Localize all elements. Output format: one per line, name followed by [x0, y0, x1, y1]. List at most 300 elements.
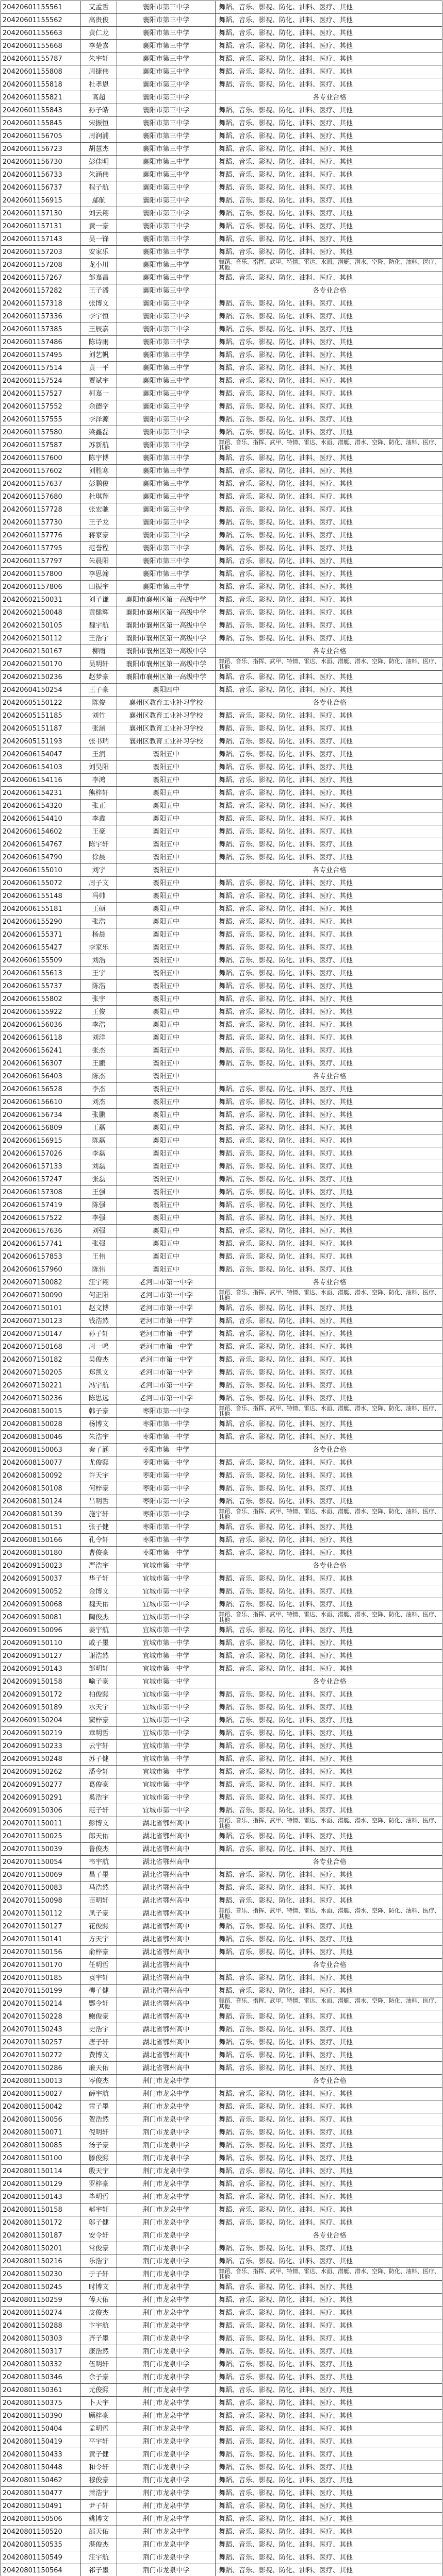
- candidate-name-cell: 雷子墨: [81, 2100, 117, 2113]
- school-cell: 襄阳五中: [117, 1263, 216, 1276]
- candidate-id-cell: 20420606154602: [1, 825, 81, 838]
- qualified-specialties-cell: 舞蹈、音乐、影视、防化、油料、医疗、其他: [216, 1753, 442, 1766]
- qualified-specialties-cell: 舞蹈、音乐、影视、防化、油料、医疗、其他: [216, 53, 442, 65]
- table-row: [1, 2255, 442, 2268]
- candidate-name-cell: 姜宇航: [81, 1624, 117, 1637]
- candidate-name-cell: 严浩宇: [81, 1560, 117, 1572]
- school-cell: 襄阳市第三中学: [117, 555, 216, 568]
- table-row: [1, 1444, 442, 1456]
- table-row: [1, 1959, 442, 1972]
- candidate-id-cell: 20420801150491: [1, 2500, 81, 2513]
- qualified-specialties-cell: 舞蹈、音乐、影视、防化、油料、医疗、其他: [216, 877, 442, 890]
- table-row: [1, 1933, 442, 1946]
- candidate-id-cell: 20420609150096: [1, 1624, 81, 1637]
- table-row: [1, 1675, 442, 1688]
- table-row: [1, 2242, 442, 2255]
- qualified-specialties-cell: 舞蹈、音乐、影视、防化、油料、医疗、其他: [216, 1379, 442, 1392]
- candidate-name-cell: 孙子皓: [81, 104, 117, 117]
- table-row: [1, 2345, 442, 2358]
- candidate-id-cell: 20420801150114: [1, 2165, 81, 2178]
- school-cell: 襄阳五中: [117, 748, 216, 761]
- candidate-name-cell: 陈伟: [81, 1263, 117, 1276]
- candidate-name-cell: 戚子墨: [81, 1637, 117, 1650]
- table-row: [1, 1598, 442, 1611]
- qualified-specialties-cell: 舞蹈、音乐、影视、防化、油料、医疗、其他: [216, 1134, 442, 1147]
- table-row: [1, 1946, 442, 1959]
- qualified-specialties-cell: 舞蹈、音乐、影视、防化、油料、医疗、其他: [216, 1869, 442, 1882]
- table-row: [1, 2448, 442, 2461]
- table-row: [1, 1920, 442, 1933]
- candidate-id-cell: 20420608150063: [1, 1444, 81, 1456]
- table-row: [1, 426, 442, 439]
- candidate-name-cell: 韩子豪: [81, 1405, 117, 1418]
- table-row: [1, 2435, 442, 2448]
- table-row: [1, 1353, 442, 1366]
- qualified-specialties-cell: 各专业合格: [216, 1560, 442, 1572]
- candidate-id-cell: 20420801150462: [1, 2474, 81, 2487]
- candidate-id-cell: 20420601157385: [1, 323, 81, 336]
- candidate-name-cell: 杜孝恩: [81, 78, 117, 91]
- qualified-specialties-cell: 舞蹈、音乐、影视、防化、油料、医疗、其他: [216, 400, 442, 413]
- school-cell: 枣阳市第一中学: [117, 1521, 216, 1534]
- school-cell: 襄阳五中: [117, 838, 216, 851]
- table-row: [1, 1418, 442, 1431]
- school-cell: 襄阳市襄州区第一高级中学: [117, 645, 216, 658]
- qualified-specialties-cell: 舞蹈、音乐、影视、防化、油料、医疗、其他: [216, 1, 442, 14]
- qualified-specialties-cell: 舞蹈、音乐、影视、防化、油料、医疗、其他: [216, 2139, 442, 2152]
- candidate-name-cell: 倪明轩: [81, 2126, 117, 2139]
- candidate-id-cell: 20420701150039: [1, 1843, 81, 1856]
- school-cell: 襄阳市第三中学: [117, 400, 216, 413]
- qualified-specialties-cell: 舞蹈、音乐、影视、防化、油料、医疗、其他: [216, 2474, 442, 2487]
- qualified-specialties-cell: 舞蹈、音乐、指挥、武甲、特情、雷达、水面、潜艇、潜水、空降、防化、油料、医疗、其他: [216, 1405, 442, 1418]
- school-cell: 枣阳市第一中学: [117, 1431, 216, 1444]
- school-cell: 老河口市第一中学: [117, 1315, 216, 1328]
- candidate-name-cell: 柳子健: [81, 1985, 117, 1997]
- candidate-name-cell: 李思翰: [81, 568, 117, 581]
- qualified-specialties-cell: 舞蹈、音乐、影视、防化、油料、医疗、其他: [216, 2204, 442, 2216]
- candidate-id-cell: 20420602150048: [1, 606, 81, 619]
- candidate-id-cell: 20420601155843: [1, 104, 81, 117]
- qualified-specialties-cell: 舞蹈、音乐、影视、防化、油料、医疗、其他: [216, 916, 442, 928]
- candidate-name-cell: 田振宇: [81, 581, 117, 594]
- school-cell: 襄阳市第三中学: [117, 259, 216, 272]
- candidate-id-cell: 20420701150214: [1, 1997, 81, 2010]
- candidate-id-cell: 20420701150185: [1, 1972, 81, 1985]
- school-cell: 荆门市龙泉中学: [117, 2474, 216, 2487]
- candidate-name-cell: 康浩然: [81, 2345, 117, 2358]
- qualified-specialties-cell: 舞蹈、音乐、影视、防化、油料、医疗、其他: [216, 671, 442, 684]
- qualified-specialties-cell: 舞蹈、音乐、影视、防化、油料、医疗、其他: [216, 2126, 442, 2139]
- qualified-specialties-cell: 舞蹈、音乐、影视、防化、油料、医疗、其他: [216, 1044, 442, 1057]
- qualified-specialties-cell: 舞蹈、音乐、影视、防化、油料、医疗、其他: [216, 375, 442, 387]
- school-cell: 宜城市第一中学: [117, 1650, 216, 1663]
- candidate-name-cell: 尤俊熙: [81, 1456, 117, 1469]
- school-cell: 襄阳市第三中学: [117, 168, 216, 181]
- school-cell: 荆门市龙泉中学: [117, 2358, 216, 2371]
- candidate-name-cell: 黄仁龙: [81, 27, 117, 40]
- school-cell: 襄阳五中: [117, 967, 216, 980]
- school-cell: 襄阳市第三中学: [117, 362, 216, 375]
- table-row: [1, 1315, 442, 1328]
- candidate-id-cell: 20420607150101: [1, 1302, 81, 1315]
- candidate-id-cell: 20420701150127: [1, 1920, 81, 1933]
- school-cell: 襄阳市第三中学: [117, 581, 216, 594]
- table-row: [1, 1212, 442, 1225]
- table-row: [1, 2474, 442, 2487]
- school-cell: 襄阳市第三中学: [117, 91, 216, 104]
- table-row: [1, 1083, 442, 1096]
- table-row: [1, 1907, 442, 1920]
- candidate-id-cell: 20420608150124: [1, 1495, 81, 1508]
- qualified-specialties-cell: 舞蹈、音乐、影视、防化、油料、医疗、其他: [216, 980, 442, 993]
- school-cell: 襄阳五中: [117, 890, 216, 903]
- candidate-id-cell: 20420801150375: [1, 2397, 81, 2410]
- candidate-id-cell: 20420606157247: [1, 1173, 81, 1186]
- candidate-name-cell: 张宇: [81, 993, 117, 1006]
- candidate-name-cell: 刘子谦: [81, 594, 117, 606]
- candidate-name-cell: 施宇轩: [81, 1508, 117, 1521]
- candidate-id-cell: 20420606154047: [1, 748, 81, 761]
- candidate-id-cell: 20420609150204: [1, 1714, 81, 1727]
- candidate-name-cell: 朱宇轩: [81, 53, 117, 65]
- school-cell: 襄阳市第三中学: [117, 465, 216, 478]
- candidate-name-cell: 王磊: [81, 1122, 117, 1134]
- candidate-name-cell: 马浩然: [81, 1882, 117, 1894]
- candidate-id-cell: 20420605151185: [1, 709, 81, 722]
- candidate-name-cell: 柯嘉一: [81, 387, 117, 400]
- qualified-specialties-cell: 舞蹈、音乐、影视、防化、油料、医疗、其他: [216, 722, 442, 735]
- qualified-specialties-cell: 舞蹈、音乐、影视、防化、油料、医疗、其他: [216, 1946, 442, 1959]
- qualified-specialties-cell: 舞蹈、音乐、影视、防化、油料、医疗、其他: [216, 1031, 442, 1044]
- candidate-name-cell: 廉天佑: [81, 2062, 117, 2075]
- school-cell: 襄阳市第三中学: [117, 387, 216, 400]
- table-row: [1, 1289, 442, 1302]
- qualified-specialties-cell: 舞蹈、音乐、影视、防化、油料、医疗、其他: [216, 272, 442, 284]
- results-table: [1, 1, 442, 2576]
- candidate-id-cell: 20420801150129: [1, 2178, 81, 2191]
- qualified-specialties-cell: 舞蹈、音乐、影视、防化、油料、医疗、其他: [216, 1534, 442, 1547]
- candidate-name-cell: 罗梓豪: [81, 2178, 117, 2191]
- table-row: [1, 774, 442, 787]
- school-cell: 荆门市龙泉中学: [117, 2100, 216, 2113]
- table-row: [1, 2564, 442, 2576]
- table-row: [1, 336, 442, 349]
- candidate-id-cell: 20420606154767: [1, 838, 81, 851]
- candidate-name-cell: 李浩: [81, 1019, 117, 1031]
- candidate-name-cell: 黄一平: [81, 362, 117, 375]
- candidate-name-cell: 范誉程: [81, 542, 117, 555]
- qualified-specialties-cell: 舞蹈、音乐、影视、防化、油料、医疗、其他: [216, 1315, 442, 1328]
- qualified-specialties-cell: 舞蹈、音乐、影视、防化、油料、医疗、其他: [216, 1843, 442, 1856]
- candidate-name-cell: 傅天佑: [81, 2294, 117, 2307]
- school-cell: 襄阳市襄州区第一高级中学: [117, 619, 216, 632]
- candidate-name-cell: 梁鑫磊: [81, 426, 117, 439]
- candidate-id-cell: 20420606156036: [1, 1019, 81, 1031]
- qualified-specialties-cell: 舞蹈、音乐、影视、防化、油料、医疗、其他: [216, 426, 442, 439]
- candidate-name-cell: 潘令轩: [81, 1766, 117, 1778]
- table-row: [1, 1122, 442, 1134]
- candidate-name-cell: 元俊熙: [81, 2384, 117, 2397]
- qualified-specialties-cell: 舞蹈、音乐、影视、防化、油料、医疗、其他: [216, 516, 442, 529]
- qualified-specialties-cell: 舞蹈、音乐、影视、防化、油料、医疗、其他: [216, 2062, 442, 2075]
- candidate-name-cell: 陈俊: [81, 697, 117, 709]
- table-row: [1, 529, 442, 542]
- candidate-name-cell: 钱浩然: [81, 1315, 117, 1328]
- qualified-specialties-cell: 舞蹈、音乐、影视、防化、油料、医疗、其他: [216, 555, 442, 568]
- candidate-id-cell: 20420606157741: [1, 1238, 81, 1250]
- school-cell: 荆门市龙泉中学: [117, 2487, 216, 2500]
- candidate-id-cell: 20420801150013: [1, 2075, 81, 2088]
- candidate-name-cell: 任明哲: [81, 1959, 117, 1972]
- candidate-id-cell: 20420701150156: [1, 1946, 81, 1959]
- qualified-specialties-cell: 舞蹈、音乐、影视、防化、油料、医疗、其他: [216, 2461, 442, 2474]
- candidate-id-cell: 20420609150158: [1, 1675, 81, 1688]
- qualified-specialties-cell: 舞蹈、音乐、影视、防化、油料、医疗、其他: [216, 1663, 442, 1675]
- table-row: [1, 349, 442, 362]
- candidate-name-cell: 李家乐: [81, 941, 117, 954]
- candidate-id-cell: 20420601156737: [1, 181, 81, 194]
- qualified-specialties-cell: 舞蹈、音乐、影视、防化、油料、医疗、其他: [216, 387, 442, 400]
- candidate-id-cell: 20420607150182: [1, 1353, 81, 1366]
- qualified-specialties-cell: 舞蹈、音乐、影视、防化、油料、医疗、其他: [216, 503, 442, 516]
- table-row: [1, 2075, 442, 2088]
- candidate-id-cell: 20420601157267: [1, 272, 81, 284]
- school-cell: 荆门市龙泉中学: [117, 2500, 216, 2513]
- candidate-id-cell: 20420801150100: [1, 2152, 81, 2165]
- candidate-id-cell: 20420602150031: [1, 594, 81, 606]
- school-cell: 襄阳五中: [117, 800, 216, 812]
- school-cell: 襄阳五中: [117, 928, 216, 941]
- qualified-specialties-cell: 舞蹈、音乐、影视、防化、油料、医疗、其他: [216, 1147, 442, 1160]
- candidate-name-cell: 姚博文: [81, 2513, 117, 2526]
- qualified-specialties-cell: 舞蹈、音乐、影视、防化、油料、医疗、其他: [216, 117, 442, 130]
- school-cell: 老河口市第一中学: [117, 1341, 216, 1353]
- candidate-id-cell: 20420608150180: [1, 1547, 81, 1560]
- qualified-specialties-cell: 舞蹈、音乐、影视、防化、油料、医疗、其他: [216, 542, 442, 555]
- candidate-id-cell: 20420801150187: [1, 2229, 81, 2242]
- candidate-name-cell: 刘浩: [81, 954, 117, 967]
- candidate-name-cell: 王子豪: [81, 684, 117, 697]
- candidate-id-cell: 20420607150205: [1, 1366, 81, 1379]
- candidate-id-cell: 20420801150332: [1, 2358, 81, 2371]
- table-row: [1, 1031, 442, 1044]
- candidate-id-cell: 20420608150015: [1, 1405, 81, 1418]
- candidate-name-cell: 王子龙: [81, 516, 117, 529]
- table-row: [1, 555, 442, 568]
- qualified-specialties-cell: 舞蹈、音乐、指挥、武甲、特情、雷达、水面、潜艇、潜水、空降、防化、油料、医疗、其他: [216, 439, 442, 452]
- candidate-name-cell: 窦梓豪: [81, 1714, 117, 1727]
- candidate-id-cell: 20420801150230: [1, 2268, 81, 2281]
- school-cell: 宜城市第一中学: [117, 1766, 216, 1778]
- school-cell: 宜城市第一中学: [117, 1727, 216, 1740]
- candidate-name-cell: 邬子健: [81, 2216, 117, 2229]
- qualified-specialties-cell: 舞蹈、音乐、影视、防化、油料、医疗、其他: [216, 1714, 442, 1727]
- candidate-name-cell: 韦宇航: [81, 1856, 117, 1869]
- table-row: [1, 2100, 442, 2113]
- candidate-id-cell: 20420801150404: [1, 2422, 81, 2435]
- qualified-specialties-cell: 各专业合格: [216, 1675, 442, 1688]
- qualified-specialties-cell: 舞蹈、音乐、影视、防化、油料、医疗、其他: [216, 2500, 442, 2513]
- table-row: [1, 2023, 442, 2036]
- candidate-id-cell: 20420601156723: [1, 143, 81, 156]
- candidate-id-cell: 20420701150083: [1, 1882, 81, 1894]
- school-cell: 襄阳市第三中学: [117, 27, 216, 40]
- qualified-specialties-cell: 各专业合格: [216, 1856, 442, 1869]
- qualified-specialties-cell: 舞蹈、音乐、影视、防化、油料、医疗、其他: [216, 1727, 442, 1740]
- candidate-id-cell: 20420601157336: [1, 310, 81, 323]
- school-cell: 荆门市龙泉中学: [117, 2191, 216, 2204]
- table-row: [1, 2397, 442, 2410]
- school-cell: 宜城市第一中学: [117, 1778, 216, 1791]
- candidate-id-cell: 20420801150506: [1, 2513, 81, 2526]
- candidate-name-cell: 吴明轩: [81, 658, 117, 671]
- table-row: [1, 27, 442, 40]
- school-cell: 宜城市第一中学: [117, 1688, 216, 1701]
- school-cell: 襄州区教育工业补习学校: [117, 697, 216, 709]
- candidate-name-cell: 史浩宇: [81, 2023, 117, 2036]
- candidate-id-cell: 20420609150291: [1, 1791, 81, 1804]
- candidate-id-cell: 20420608150151: [1, 1521, 81, 1534]
- candidate-name-cell: 彭鹏俊: [81, 478, 117, 490]
- school-cell: 襄阳五中: [117, 851, 216, 864]
- candidate-name-cell: 乐浩宇: [81, 2255, 117, 2268]
- school-cell: 枣阳市第一中学: [117, 1508, 216, 1521]
- candidate-name-cell: 王俊: [81, 1006, 117, 1019]
- candidate-name-cell: 宋振恒: [81, 117, 117, 130]
- candidate-name-cell: 彭博文: [81, 1817, 117, 1830]
- qualified-specialties-cell: 舞蹈、音乐、影视、防化、油料、医疗、其他: [216, 851, 442, 864]
- candidate-name-cell: 朱涵伟: [81, 168, 117, 181]
- school-cell: 老河口市第一中学: [117, 1328, 216, 1341]
- table-row: [1, 1366, 442, 1379]
- qualified-specialties-cell: 舞蹈、音乐、影视、防化、油料、医疗、其他: [216, 2036, 442, 2049]
- qualified-specialties-cell: 舞蹈、音乐、影视、防化、油料、医疗、其他: [216, 2216, 442, 2229]
- table-row: [1, 1276, 442, 1289]
- candidate-name-cell: 张博文: [81, 297, 117, 310]
- school-cell: 湖北省鄂州高中: [117, 2049, 216, 2062]
- qualified-specialties-cell: 舞蹈、音乐、影视、防化、油料、医疗、其他: [216, 362, 442, 375]
- school-cell: 荆门市龙泉中学: [117, 2229, 216, 2242]
- table-row: [1, 2371, 442, 2384]
- candidate-name-cell: 张磊: [81, 1173, 117, 1186]
- candidate-id-cell: 20420607150147: [1, 1328, 81, 1341]
- candidate-name-cell: 华子轩: [81, 1572, 117, 1585]
- qualified-specialties-cell: 舞蹈、音乐、影视、防化、油料、医疗、其他: [216, 2526, 442, 2538]
- candidate-name-cell: 萧浩宇: [81, 2487, 117, 2500]
- school-cell: 襄阳市第三中学: [117, 207, 216, 220]
- candidate-id-cell: 20420801150071: [1, 2126, 81, 2139]
- school-cell: 枣阳市第一中学: [117, 1534, 216, 1547]
- school-cell: 襄阳五中: [117, 1173, 216, 1186]
- candidate-id-cell: 20420801150201: [1, 2242, 81, 2255]
- table-row: [1, 2126, 442, 2139]
- table-row: [1, 2152, 442, 2165]
- candidate-id-cell: 20420601157730: [1, 516, 81, 529]
- school-cell: 湖北省鄂州高中: [117, 1843, 216, 1856]
- candidate-name-cell: 龙小川: [81, 259, 117, 272]
- qualified-specialties-cell: 舞蹈、音乐、影视、防化、油料、医疗、其他: [216, 1701, 442, 1714]
- qualified-specialties-cell: 各专业合格: [216, 697, 442, 709]
- qualified-specialties-cell: 舞蹈、音乐、影视、防化、油料、医疗、其他: [216, 2191, 442, 2204]
- table-row: [1, 1057, 442, 1070]
- table-row: [1, 465, 442, 478]
- table-row: [1, 1328, 442, 1341]
- school-cell: 襄阳市第三中学: [117, 1, 216, 14]
- candidate-id-cell: 20420801150535: [1, 2538, 81, 2551]
- candidate-id-cell: 20420701150098: [1, 1894, 81, 1907]
- candidate-name-cell: 刘磊: [81, 1160, 117, 1173]
- candidate-name-cell: 喻子豪: [81, 1675, 117, 1688]
- table-row: [1, 2139, 442, 2152]
- candidate-name-cell: 余德学: [81, 400, 117, 413]
- school-cell: 襄阳五中: [117, 1147, 216, 1160]
- candidate-id-cell: 20420601157495: [1, 349, 81, 362]
- candidate-name-cell: 唐子轩: [81, 2036, 117, 2049]
- qualified-specialties-cell: 舞蹈、音乐、影视、防化、油料、医疗、其他: [216, 2551, 442, 2564]
- candidate-id-cell: 20420606156809: [1, 1122, 81, 1134]
- table-row: [1, 65, 442, 78]
- school-cell: 襄阳市第三中学: [117, 529, 216, 542]
- candidate-id-cell: 20420608150108: [1, 1482, 81, 1495]
- table-row: [1, 1534, 442, 1547]
- school-cell: 枣阳市第一中学: [117, 1547, 216, 1560]
- qualified-specialties-cell: 舞蹈、音乐、影视、防化、油料、医疗、其他: [216, 310, 442, 323]
- candidate-name-cell: 李强: [81, 1212, 117, 1225]
- table-row: [1, 2191, 442, 2204]
- table-row: [1, 1882, 442, 1894]
- school-cell: 襄阳市第三中学: [117, 117, 216, 130]
- candidate-id-cell: 20420606156241: [1, 1044, 81, 1057]
- candidate-name-cell: 滕俊熙: [81, 2152, 117, 2165]
- qualified-specialties-cell: 舞蹈、音乐、影视、防化、油料、医疗、其他: [216, 2422, 442, 2435]
- school-cell: 宜城市第一中学: [117, 1598, 216, 1611]
- candidate-name-cell: 高超: [81, 91, 117, 104]
- qualified-specialties-cell: 各专业合格: [216, 284, 442, 297]
- qualified-specialties-cell: 各专业合格: [216, 2229, 442, 2242]
- table-row: [1, 181, 442, 194]
- table-row: [1, 812, 442, 825]
- candidate-id-cell: 20420801150419: [1, 2435, 81, 2448]
- candidate-id-cell: 20420606154410: [1, 812, 81, 825]
- candidate-id-cell: 20420601157797: [1, 555, 81, 568]
- qualified-specialties-cell: 舞蹈、音乐、影视、防化、油料、医疗、其他: [216, 1894, 442, 1907]
- table-row: [1, 967, 442, 980]
- qualified-specialties-cell: 舞蹈、音乐、影视、防化、油料、医疗、其他: [216, 1933, 442, 1946]
- school-cell: 襄阳市第三中学: [117, 104, 216, 117]
- table-row: [1, 1238, 442, 1250]
- school-cell: 襄阳市第三中学: [117, 143, 216, 156]
- candidate-name-cell: 陈思远: [81, 1392, 117, 1405]
- school-cell: 老河口市第一中学: [117, 1353, 216, 1366]
- candidate-id-cell: 20420701150025: [1, 1830, 81, 1843]
- table-row: [1, 1263, 442, 1276]
- school-cell: 襄阳五中: [117, 1044, 216, 1057]
- table-row: [1, 413, 442, 426]
- candidate-id-cell: 20420801150216: [1, 2255, 81, 2268]
- school-cell: 襄阳五中: [117, 1019, 216, 1031]
- school-cell: 襄阳市第三中学: [117, 78, 216, 91]
- candidate-id-cell: 20420601157795: [1, 542, 81, 555]
- qualified-specialties-cell: 舞蹈、音乐、影视、防化、油料、医疗、其他: [216, 1109, 442, 1122]
- qualified-specialties-cell: 舞蹈、音乐、影视、防化、油料、医疗、其他: [216, 1263, 442, 1276]
- candidate-id-cell: 20420701150272: [1, 2049, 81, 2062]
- candidate-id-cell: 20420606155371: [1, 928, 81, 941]
- qualified-specialties-cell: 舞蹈、音乐、影视、防化、油料、医疗、其他: [216, 2010, 442, 2023]
- candidate-id-cell: 20420601157776: [1, 529, 81, 542]
- candidate-id-cell: 20420607150082: [1, 1276, 81, 1289]
- qualified-specialties-cell: 舞蹈、音乐、影视、防化、油料、医疗、其他: [216, 65, 442, 78]
